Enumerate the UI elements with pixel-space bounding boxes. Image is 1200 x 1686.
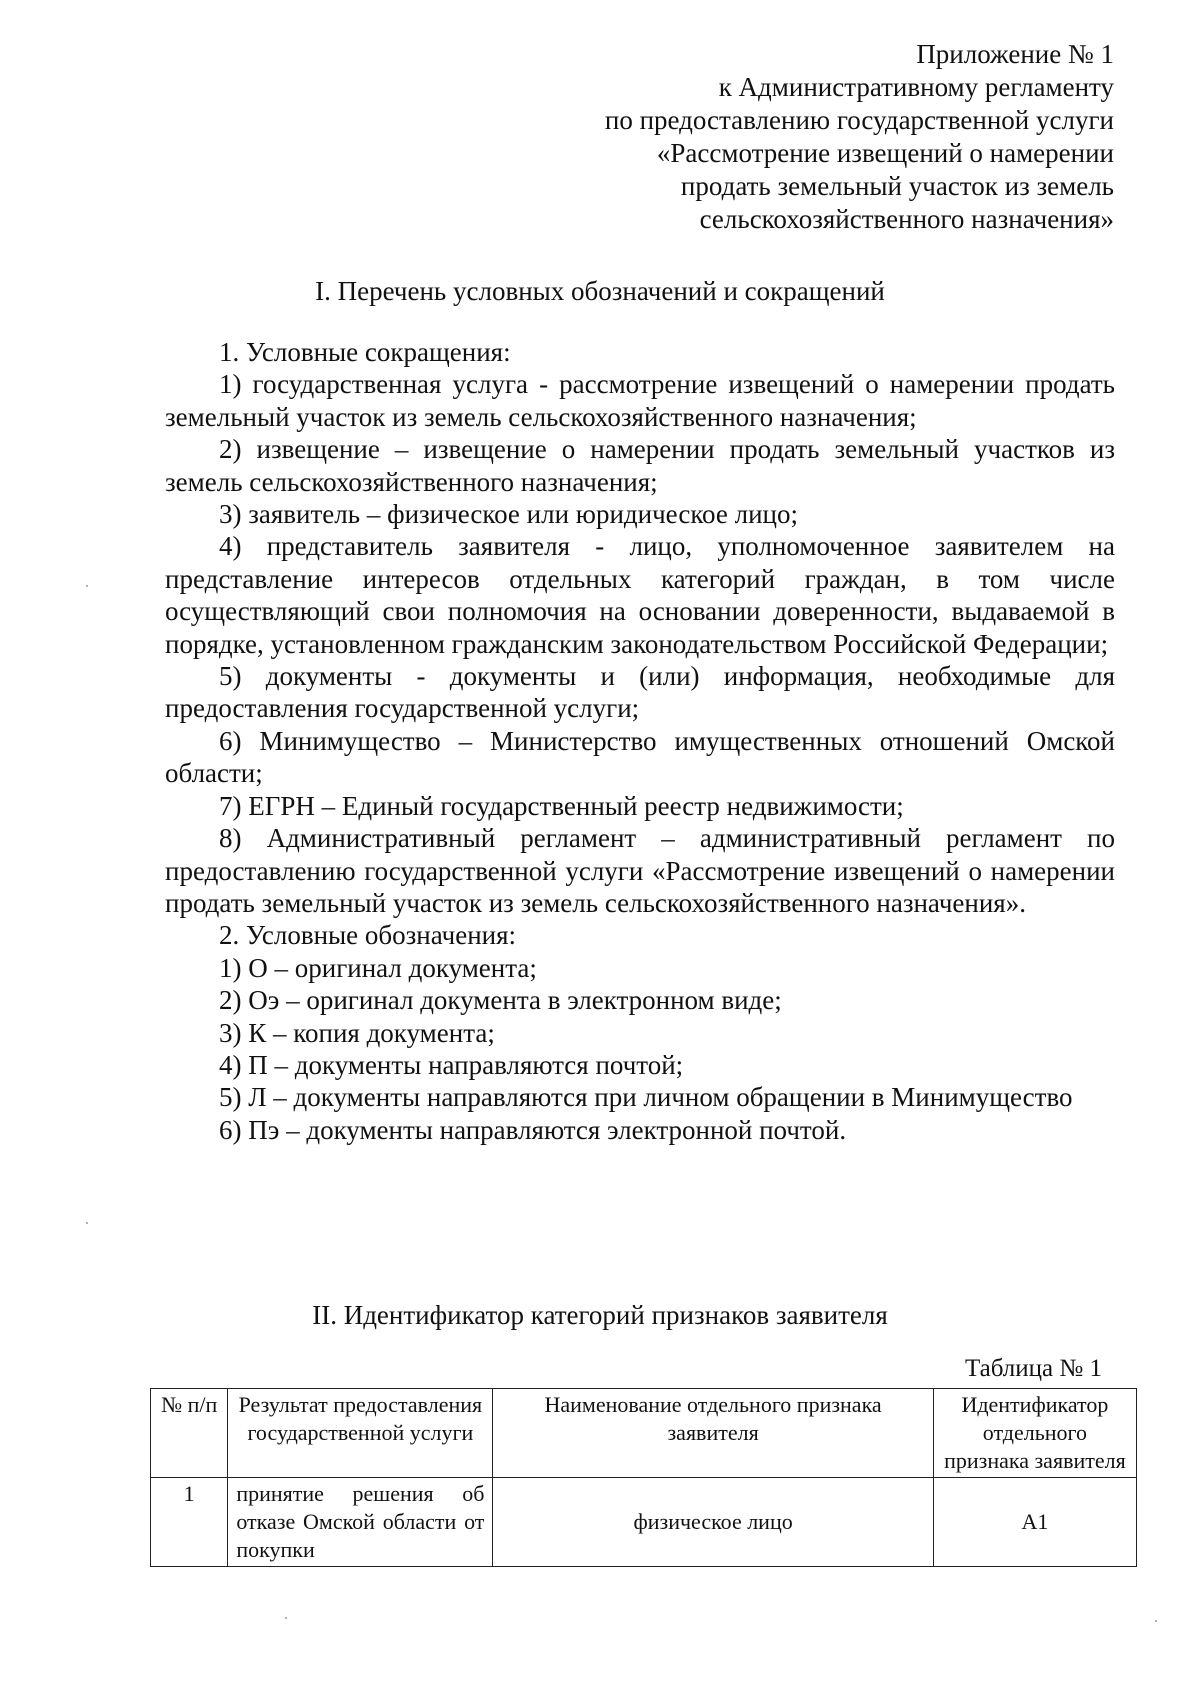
paragraph: 6) Пэ – документы направляются электронной почтой. [219,1114,847,1145]
header-line: сельскохозяйственного назначения» [699,204,1114,234]
paragraph: 4) П – документы направляются почтой; [219,1049,684,1080]
paragraph: 5) Л – документы направляются при личном обращении в Минимущество [219,1082,1073,1113]
header-line: Приложение № 1 [916,39,1114,69]
paragraph: 1) О – оригинал документа; [219,952,537,983]
section-1-body [165,336,1115,1146]
paragraph: 6) Минимущество – Министерство имущественных отношений Омской области; [165,725,1115,789]
paragraph: 7) ЕГРН – Единый государственный реестр недвижимости; [219,790,904,821]
scan-speck [1155,1620,1157,1622]
table-row [151,1478,1137,1567]
column-header-identifier: Идентификатор отдельного признака заявителя [933,1389,1136,1478]
table-header-row [151,1389,1137,1478]
paragraph: 3) К – копия документа; [219,1017,495,1048]
header-line: к Административному регламенту [718,72,1114,102]
paragraph: 5) документы - документы и (или) информация, необходимые для предоставления государственной услуги; [165,661,1115,724]
paragraph: 4) представитель заявителя - лицо, уполномоченное заявителем на представление интересов отдельных категорий граждан, в том числе осуществляющий свои полномочия на основании доверенности, выдаваемой в порядке, установленном гражданским законодательством Российской Федерации; [165,531,1115,659]
column-header-result: Результат предоставления государственной услуги [228,1389,493,1478]
section-2-title: II. Идентификатор категорий признаков заявителя [312,1300,888,1330]
scan-speck [86,1222,88,1224]
paragraph: 2. Условные обозначения: [219,920,517,951]
cell-result: принятие решения об отказе Омской области от покупки [228,1478,493,1567]
scan-speck [86,585,88,587]
table-caption: Таблица № 1 [964,1355,1102,1382]
paragraph: 2) Оэ – оригинал документа в электронном виде; [219,985,782,1016]
cell-feature: физическое лицо [493,1478,933,1567]
paragraph: 1) государственная услуга - рассмотрение извещений о намерении продать земельный участок из земель сельскохозяйственного назначения; [165,369,1115,432]
applicant-identifier-table [150,1388,1137,1567]
column-header-feature: Наименование отдельного признака заявителя [493,1389,933,1478]
header-line: продать земельный участок из земель [680,171,1114,201]
cell-identifier: А1 [933,1478,1136,1567]
cell-number: 1 [151,1478,228,1567]
column-header-number: № п/п [151,1389,228,1478]
paragraph: 3) заявитель – физическое или юридическое лицо; [219,499,798,530]
paragraph: 1. Условные сокращения: [219,337,511,367]
header-line: по предоставлению государственной услуги [604,105,1114,135]
appendix-header [605,38,1114,236]
paragraph: 8) Административный регламент – административный регламент по предоставлению государственной услуги «Рассмотрение извещений о намерении продать земельный участок из земель сельскохозяйственного назначения». [165,823,1115,918]
section-1-title: I. Перечень условных обозначений и сокращений [315,276,885,306]
paragraph: 2) извещение – извещение о намерении продать земельный участков из земель сельскохозяйственного назначения; [165,434,1115,497]
header-line: «Рассмотрение извещений о намерении [656,138,1114,168]
scan-speck [285,1617,287,1619]
